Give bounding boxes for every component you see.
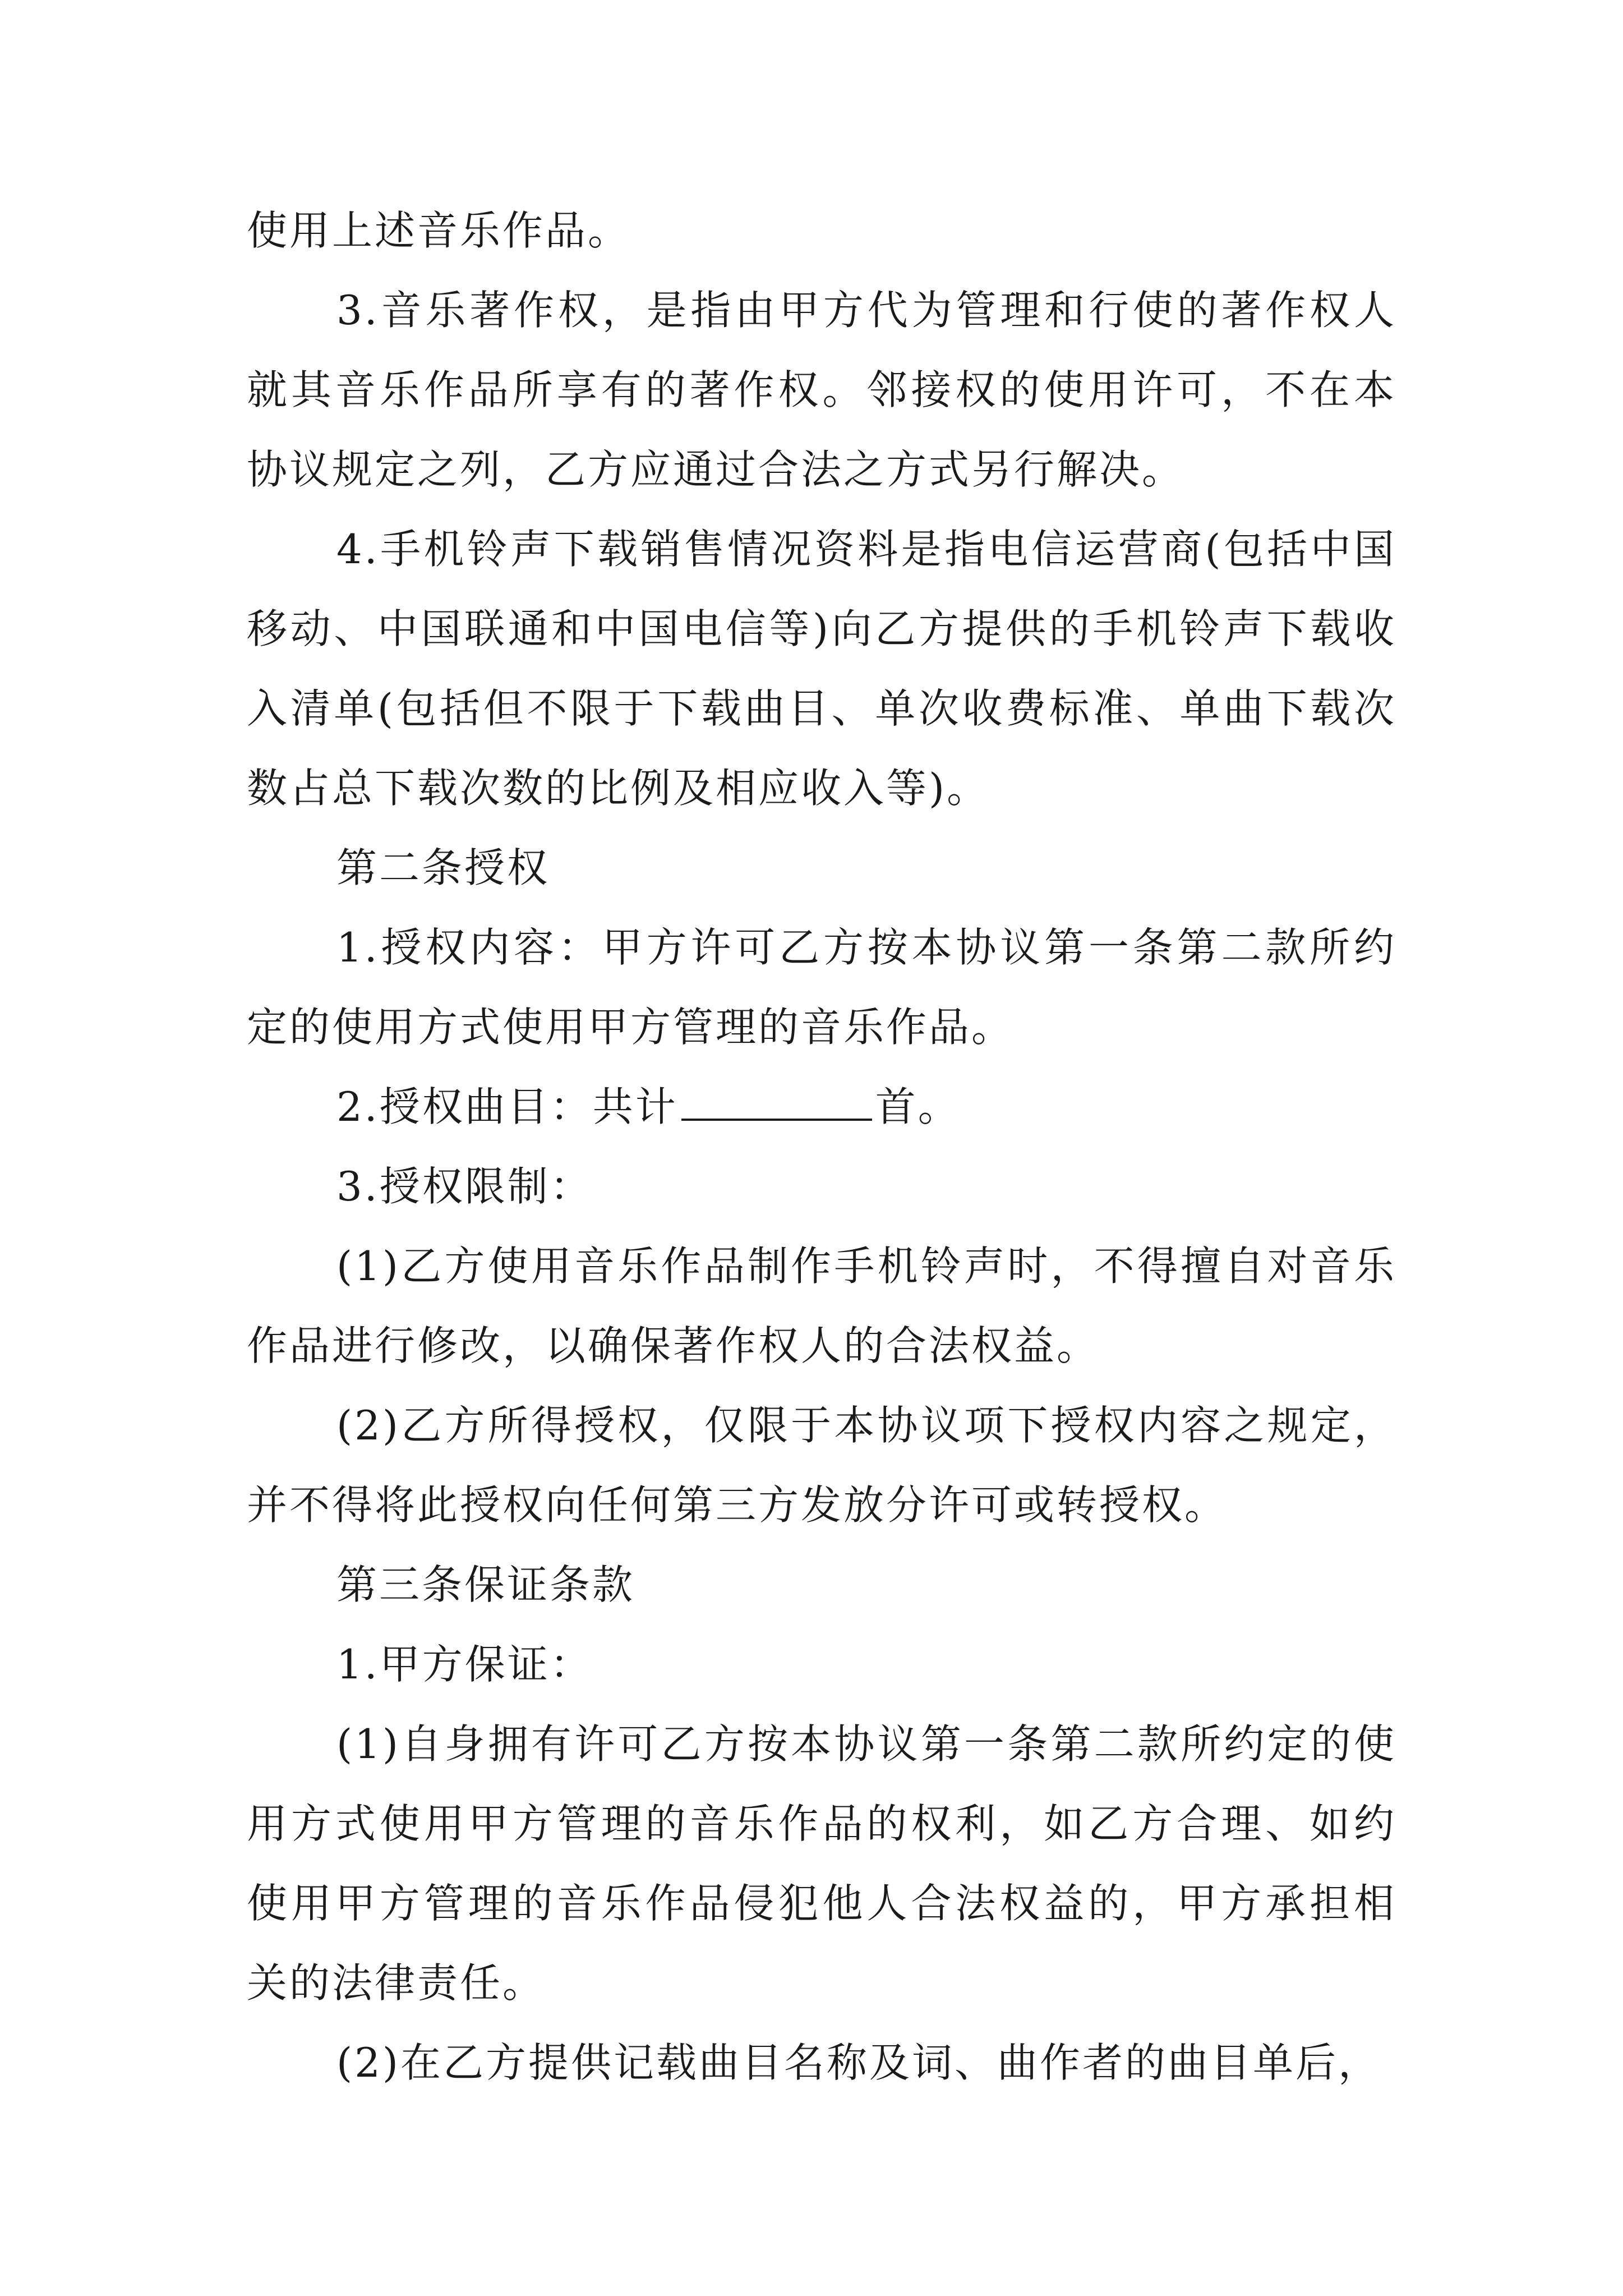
paragraph-definition-3: 3.音乐著作权，是指由甲方代为管理和行使的著作权人就其音乐作品所享有的著作权。邻接权的使用许可，不在本协议规定之列，乙方应通过合法之方式另行解决。 — [247, 287, 1396, 493]
blank-fill-line — [681, 1078, 872, 1121]
paragraph-definition-4: 4.手机铃声下载销售情况资料是指电信运营商(包括中国移动、中国联通和中国电信等)向乙方提供的手机铃声下载收入清单(包括但不限于下载曲目、单次收费标准、单曲下载次数占总下载次数的比例及相应收入等)。 — [247, 526, 1396, 812]
paragraph-warranty-party-a: 1.甲方保证： — [336, 1641, 593, 1688]
grant-count-suffix: 首。 — [875, 1083, 961, 1130]
article-2-heading: 第二条授权 — [336, 844, 550, 891]
paragraph-grant-restriction: 3.授权限制： — [336, 1163, 593, 1210]
article-3-heading: 第三条保证条款 — [336, 1561, 635, 1608]
paragraph-warranty-1-1: (1)自身拥有许可乙方按本协议第一条第二款所约定的使用方式使用甲方管理的音乐作品的权利，如乙方合理、如约使用甲方管理的音乐作品侵犯他人合法权益的，甲方承担相关的法律责任。 — [247, 1720, 1396, 2007]
paragraph-grant-content: 1.授权内容：甲方许可乙方按本协议第一条第二款所约定的使用方式使用甲方管理的音乐作品。 — [247, 924, 1396, 1051]
paragraph-continued: 使用上述音乐作品。 — [247, 207, 631, 254]
paragraph-restriction-2: (2)乙方所得授权，仅限于本协议项下授权内容之规定，并不得将此授权向任何第三方发放分许可或转授权。 — [247, 1402, 1396, 1529]
document-body — [247, 191, 1396, 2102]
paragraph-restriction-1: (1)乙方使用音乐作品制作手机铃声时，不得擅自对音乐作品进行修改，以确保著作权人的合法权益。 — [247, 1243, 1396, 1369]
paragraph-grant-count — [247, 1067, 1396, 1147]
paragraph-warranty-1-2: (2)在乙方提供记载曲目名称及词、曲作者的曲目单后， — [336, 2039, 1381, 2086]
grant-count-label: 2.授权曲目：共计 — [336, 1083, 678, 1130]
